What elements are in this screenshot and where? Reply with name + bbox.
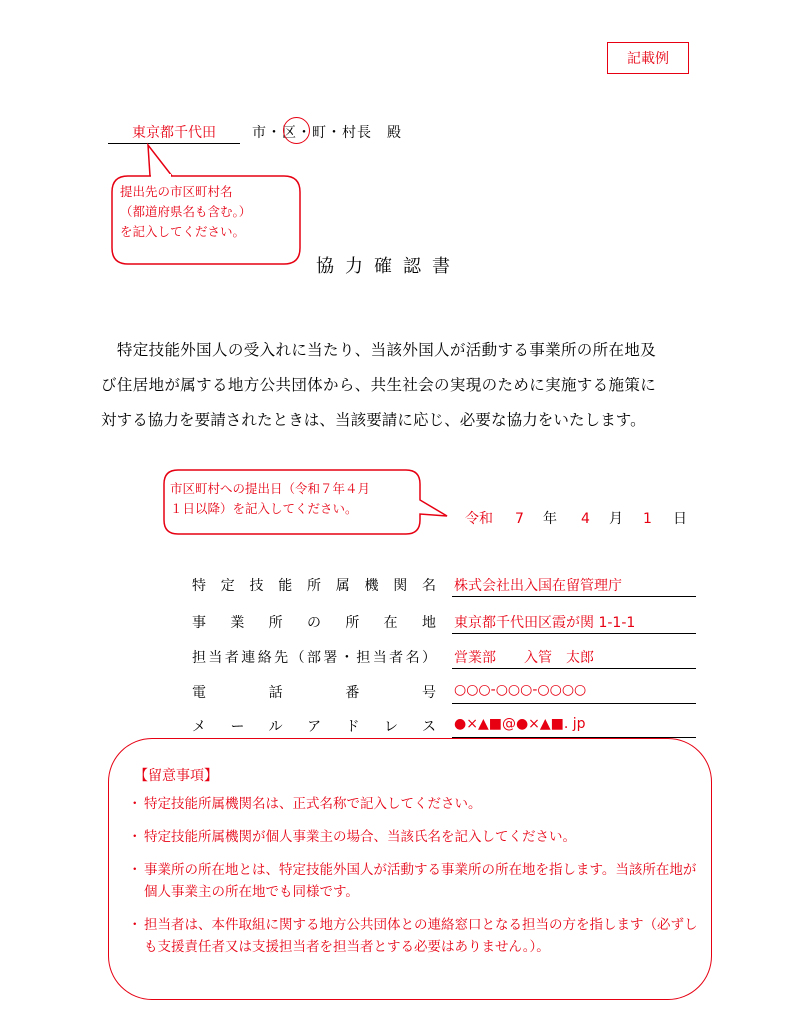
field-value-email: ●×▲■@●×▲■. jp [454,716,586,732]
callout-line: を記入してください。 [120,224,246,239]
addressee-municipality: 東京都千代田 [132,125,216,141]
bullet-mark: ・ [128,796,142,812]
field-value-contact: 営業部 入管 太郎 [454,650,594,666]
note-item [128,859,698,903]
body-line: 対する協力を要請されたときは、当該要請に応じ、必要な協力をいたします。 [101,411,646,429]
date-era: 令和 [465,511,493,527]
date-day: 1 [643,511,652,527]
body-paragraph [101,333,713,438]
field-underline [452,596,696,597]
date-month: 4 [581,511,590,527]
field-label-phone: 電話番号 [192,685,436,701]
date-day-unit: 日 [673,511,687,527]
field-underline [452,668,696,669]
field-underline [452,703,696,704]
note-item-text: 事業所の所在地とは、特定技能外国人が活動する事業所の所在地を指します。当該所在地が個人事業主の所在地でも同様です。 [144,862,697,900]
field-label-organization: 特定技能所属機関名 [192,578,436,594]
notes-title: 【留意事項】 [134,768,218,784]
bullet-mark: ・ [128,862,142,878]
note-item [128,826,698,848]
body-line: び住居地が属する地方公共団体から、共生社会の実現のために実施する施策に [101,376,657,394]
body-line: 特定技能外国人の受入れに当たり、当該外国人が活動する事業所の所在地及 [101,341,657,359]
callout-line: （都道府県名も含む。） [120,204,252,219]
date-year: 7 [515,511,524,527]
bullet-mark: ・ [128,917,142,933]
note-item [128,914,698,958]
note-item-text: 担当者は、本件取組に関する地方公共団体との連絡窓口となる担当の方を指します（必ずしも支援責任者又は支援担当者を担当者とする必要はありません。）。 [144,917,698,955]
field-value-phone: ○○○-○○○-○○○○ [454,682,587,698]
submission-date [465,508,687,528]
date-year-unit: 年 [543,511,557,527]
callout-line: 提出先の市区町村名 [120,184,233,199]
field-label-email: メールアドレス [192,719,436,735]
date-month-unit: 月 [609,511,623,527]
field-label-contact: 担当者連絡先（部署・担当者名） [192,650,436,666]
addressee-suffix: 市・区・町・村長 殿 [252,125,402,141]
field-value-location: 東京都千代田区霞が関 1-1-1 [454,615,636,631]
note-item [128,793,698,815]
document-title: 協力確認書 [316,256,461,277]
note-item-text: 特定技能所属機関が個人事業主の場合、当該氏名を記入してください。 [144,829,576,845]
callout-text-place [120,182,296,242]
callout-text-date [170,479,415,519]
field-underline [452,633,696,634]
callout-line: １日以降）を記入してください。 [170,501,358,516]
callout-line: 市区町村への提出日（令和７年４月 [170,481,371,496]
field-label-location: 事業所の所在地 [192,615,436,631]
bullet-mark: ・ [128,829,142,845]
example-stamp: 記載例 [607,42,689,74]
field-value-organization: 株式会社出入国在留管理庁 [454,578,622,594]
note-item-text: 特定技能所属機関名は、正式名称で記入してください。 [144,796,482,812]
